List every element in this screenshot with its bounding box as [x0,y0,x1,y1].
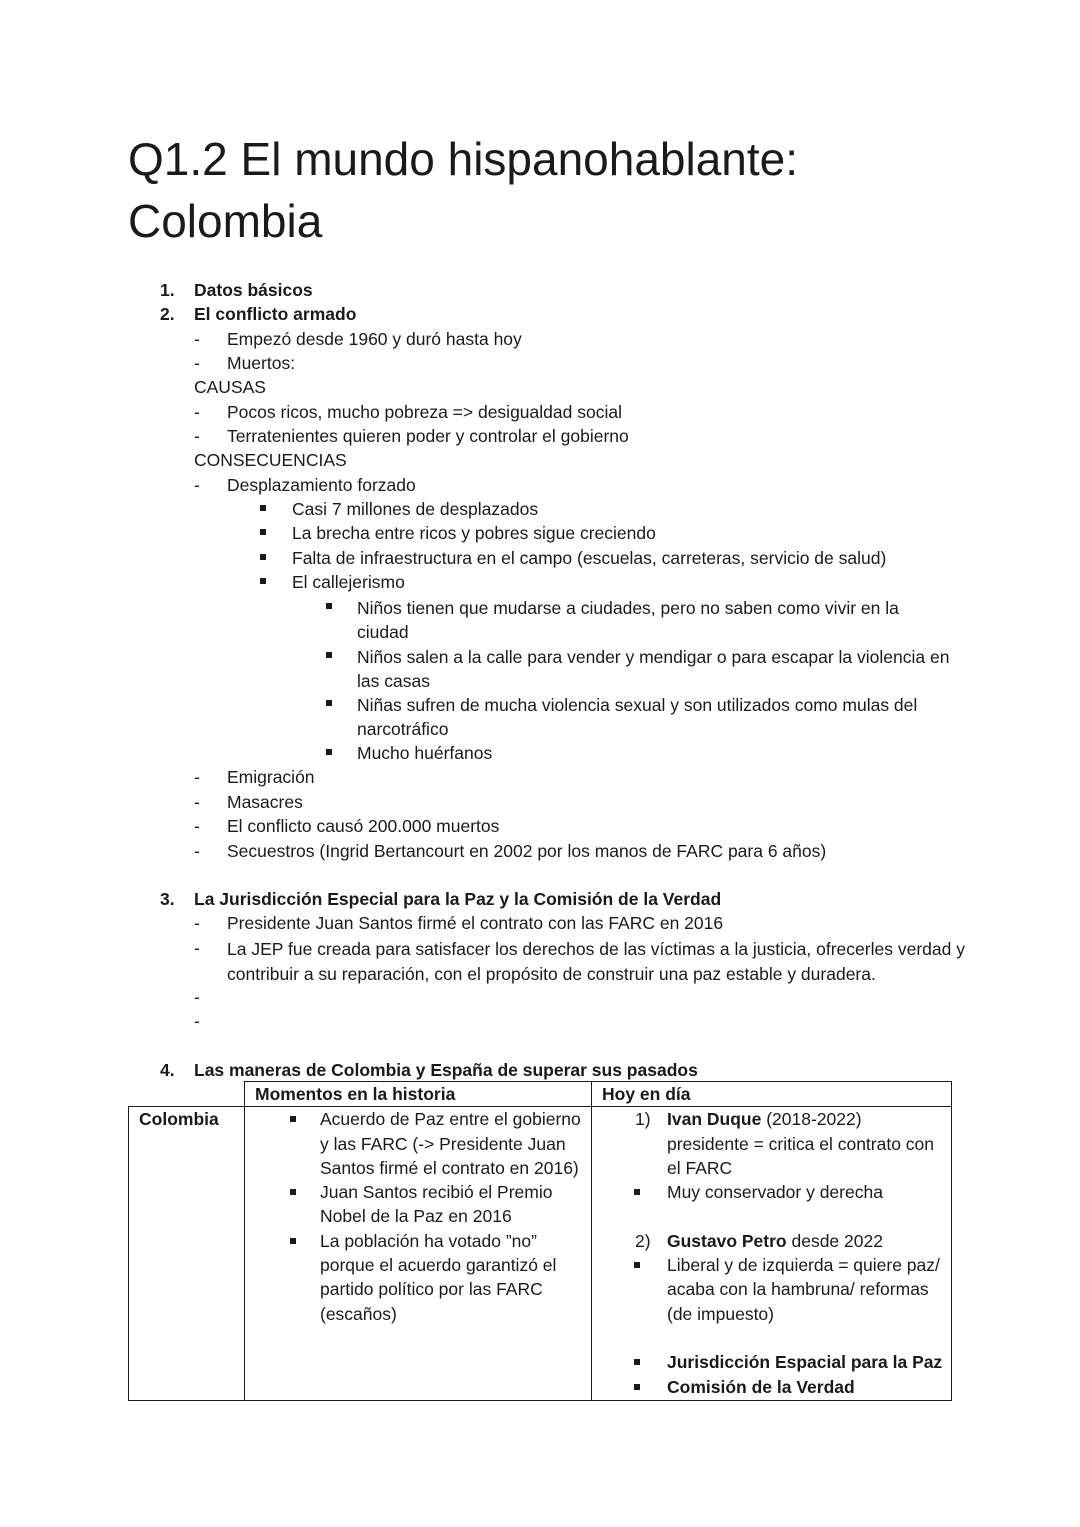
president-name: Ivan Duque [667,1109,762,1130]
list-item [245,1107,591,1180]
list-marker: 1) [635,1109,651,1130]
dash-marker: - [194,913,200,933]
list-item [592,1375,951,1399]
section-1-heading: Datos básicos [194,280,313,300]
list-item: Casi 7 millones de desplazados [292,499,539,519]
bullet-square-icon [634,1262,640,1268]
list-item-text: Comisión de la Verdad [667,1376,855,1397]
section-3-heading: La Jurisdicción Especial para la Paz y la Comisión de la Verdad [194,889,722,909]
list-item [245,1229,591,1326]
list-item: La brecha entre ricos y pobres sigue creciendo [292,523,656,543]
bullet-square-icon [326,749,332,755]
section-4-heading: Las maneras de Colombia y España de superar sus pasados [194,1060,698,1080]
dash-marker: - [194,767,200,787]
causas-label: CAUSAS [194,377,266,397]
bullet-square-icon [260,505,266,511]
comparison-table [128,1081,952,1401]
list-item: El conflicto causó 200.000 muertos [227,816,500,836]
bullet-square-icon [326,652,332,658]
title-line-2: Colombia [128,195,323,247]
list-item-text: Jurisdicción Espacial para la Paz [667,1352,943,1373]
list-item-text: Muy conservador y derecha [667,1182,883,1203]
bullet-square-icon [260,529,266,535]
dash-marker: - [194,841,200,861]
dash-marker: - [194,402,200,422]
dash-marker: - [194,426,200,446]
section-1-number: 1. [160,280,175,300]
table-header-hoy: Hoy en día [592,1082,952,1107]
list-item-text: Liberal y de izquierda = quiere paz/ acaba con la hambruna/ reformas (de impuesto) [667,1255,940,1324]
list-item: Desplazamiento forzado [227,475,416,495]
list-item: Masacres [227,792,303,812]
table-header-empty [129,1082,245,1107]
bullet-square-icon [290,1189,296,1195]
hoy-cell [592,1107,952,1401]
section-3-number: 3. [160,889,175,909]
table-header-momentos: Momentos en la historia [245,1082,592,1107]
dash-marker: - [194,1011,200,1031]
list-item [592,1253,951,1326]
list-item: Emigración [227,767,315,787]
list-item: Terratenientes quieren poder y controlar el gobierno [227,426,629,446]
list-item-text: Juan Santos recibió el Premio Nobel de la Paz en 2016 [320,1182,553,1227]
president-detail: (2018-2022) presidente = critica el contrato con el FARC [667,1109,935,1178]
dash-marker: - [194,938,200,958]
list-item: La JEP fue creada para satisfacer los derechos de las víctimas a la justicia, ofrecerles verdad y contribuir a su reparación, con el propósito de construir una paz estable y duradera. [227,939,965,984]
table-row [129,1107,952,1401]
bullet-square-icon [290,1238,296,1244]
bullet-square-icon [260,578,266,584]
section-4-number: 4. [160,1060,175,1080]
list-marker: 2) [635,1230,651,1251]
list-item [592,1229,951,1253]
list-item: El callejerismo [292,572,405,592]
dash-marker: - [194,353,200,373]
table-header-row [129,1082,952,1107]
bullet-square-icon [260,554,266,560]
president-name: Gustavo Petro [667,1230,787,1251]
dash-marker: - [194,475,200,495]
page-title [128,128,1008,252]
bullet-square-icon [326,700,332,706]
dash-marker: - [194,329,200,349]
president-detail: desde 2022 [786,1230,883,1251]
list-item: Niñas sufren de mucha violencia sexual y son utilizados como mulas del narcotráfico [357,695,918,740]
row-label-colombia: Colombia [139,1109,219,1130]
list-item: Falta de infraestructura en el campo (escuelas, carreteras, servicio de salud) [292,548,887,568]
dash-marker: - [194,816,200,836]
list-item: Secuestros (Ingrid Bertancourt en 2002 por los manos de FARC para 6 años) [227,841,827,861]
list-item [245,1180,591,1229]
table-row-label [129,1107,245,1401]
bullet-square-icon [326,603,332,609]
title-line-1: Q1.2 El mundo hispanohablante: [128,133,799,185]
dash-marker: - [194,792,200,812]
section-2-number: 2. [160,304,175,324]
momentos-cell [245,1107,592,1401]
list-item: Empezó desde 1960 y duró hasta hoy [227,329,522,349]
list-item: Presidente Juan Santos firmé el contrato con las FARC en 2016 [227,913,724,933]
list-item: Pocos ricos, mucho pobreza => desigualdad social [227,402,622,422]
list-item [592,1107,951,1180]
list-item-text: La población ha votado ”no” porque el acuerdo garantizó el partido político por las FARC (escaños) [320,1230,557,1324]
section-2-heading: El conflicto armado [194,304,357,324]
bullet-square-icon [290,1116,296,1122]
dash-marker: - [194,987,200,1007]
list-item [592,1180,951,1204]
list-item: Mucho huérfanos [357,743,493,763]
bullet-square-icon [634,1189,640,1195]
bullet-square-icon [634,1384,640,1390]
list-item: Niños salen a la calle para vender y mendigar o para escapar la violencia en las casas [357,647,950,692]
list-item: Muertos: [227,353,296,373]
consecuencias-label: CONSECUENCIAS [194,450,347,470]
list-item: Niños tienen que mudarse a ciudades, pero no saben como vivir en la ciudad [357,598,899,643]
bullet-square-icon [634,1359,640,1365]
list-item [592,1350,951,1374]
list-item-text: Acuerdo de Paz entre el gobierno y las FARC (-> Presidente Juan Santos firmé el contrato en 2016) [320,1109,581,1178]
